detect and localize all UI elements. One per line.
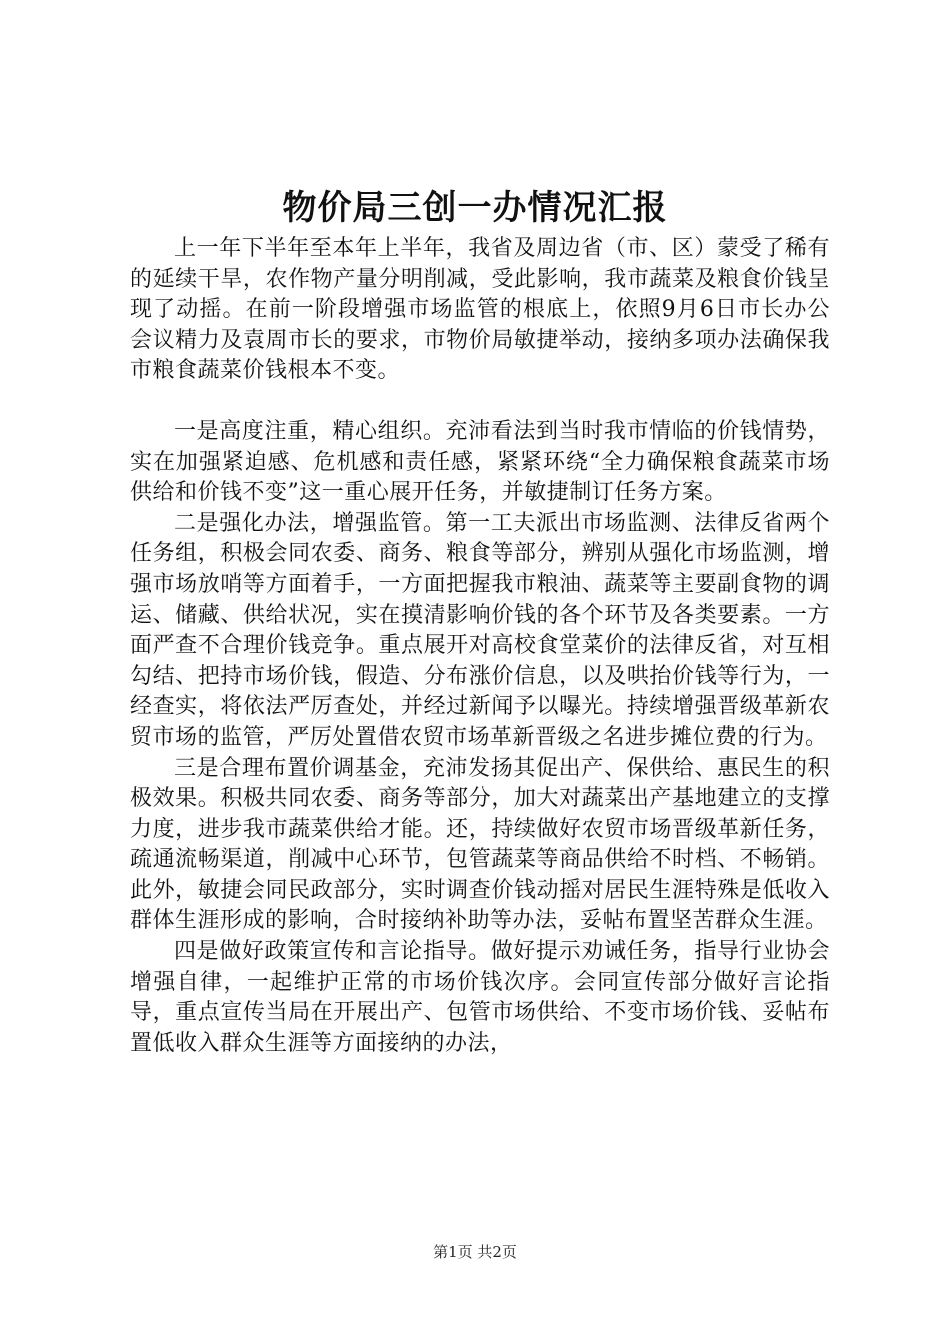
document-body <box>130 234 830 1059</box>
paragraph-point-two: 二是强化办法，增强监管。第一工夫派出市场监测、法律反省两个任务组，积极会同农委、商务、粮食等部分，辨别从强化市场监测，增强市场放哨等方面着手，一方面把握我市粮油、蔬菜等主要副食物的调运、储藏、供给状况，实在摸清影响价钱的各个环节及各类要素。一方面严查不合理价钱竞争。重点展开对高校食堂菜价的法律反省，对互相勾结、把持市场价钱，假造、分布涨价信息，以及哄抬价钱等行为，一经查实，将依法严厉查处，并经过新闻予以曝光。持续增强晋级革新农贸市场的监管，严厉处置借农贸市场革新晋级之名进步摊位费的行为。 <box>130 510 830 750</box>
paragraph-intro: 上一年下半年至本年上半年，我省及周边省（市、区）蒙受了稀有的延续干旱，农作物产量分明削减，受此影响，我市蔬菜及粮食价钱呈现了动摇。在前一阶段增强市场监管的根底上，依照9月6日市长办公会议精力及袁周市长的要求，市物价局敏捷举动，接纳多项办法确保我市粮食蔬菜价钱根本不变。 <box>130 236 830 384</box>
paragraph-point-three: 三是合理布置价调基金，充沛发扬其促出产、保供给、惠民生的积极效果。积极共同农委、商务等部分，加大对蔬菜出产基地建立的支撑力度，进步我市蔬菜供给才能。还，持续做好农贸市场晋级革新任务，疏通流畅渠道，削减中心环节，包管蔬菜等商品供给不时档、不畅销。此外，敏捷会同民政部分，实时调查价钱动摇对居民生涯特殊是低收入群体生涯形成的影响，合时接纳补助等办法，妥帖布置坚苦群众生涯。 <box>130 755 830 934</box>
paragraph-point-one: 一是高度注重，精心组织。充沛看法到当时我市情临的价钱情势，实在加强紧迫感、危机感和责任感，紧紧环绕“全力确保粮食蔬菜市场供给和价钱不变”这一重心展开任务，并敏捷制订任务方案。 <box>130 418 830 506</box>
page-number-footer: 第1页 共2页 <box>433 1243 517 1261</box>
document-title: 物价局三创一办情况汇报 <box>282 188 668 228</box>
paragraph-point-four: 四是做好政策宣传和言论指导。做好提示劝诫任务，指导行业协会增强自律，一起维护正常的市场价钱次序。会同宣传部分做好言论指导，重点宣传当局在开展出产、包管市场供给、不变市场价钱、妥帖布置低收入群众生涯等方面接纳的办法， <box>130 939 830 1056</box>
